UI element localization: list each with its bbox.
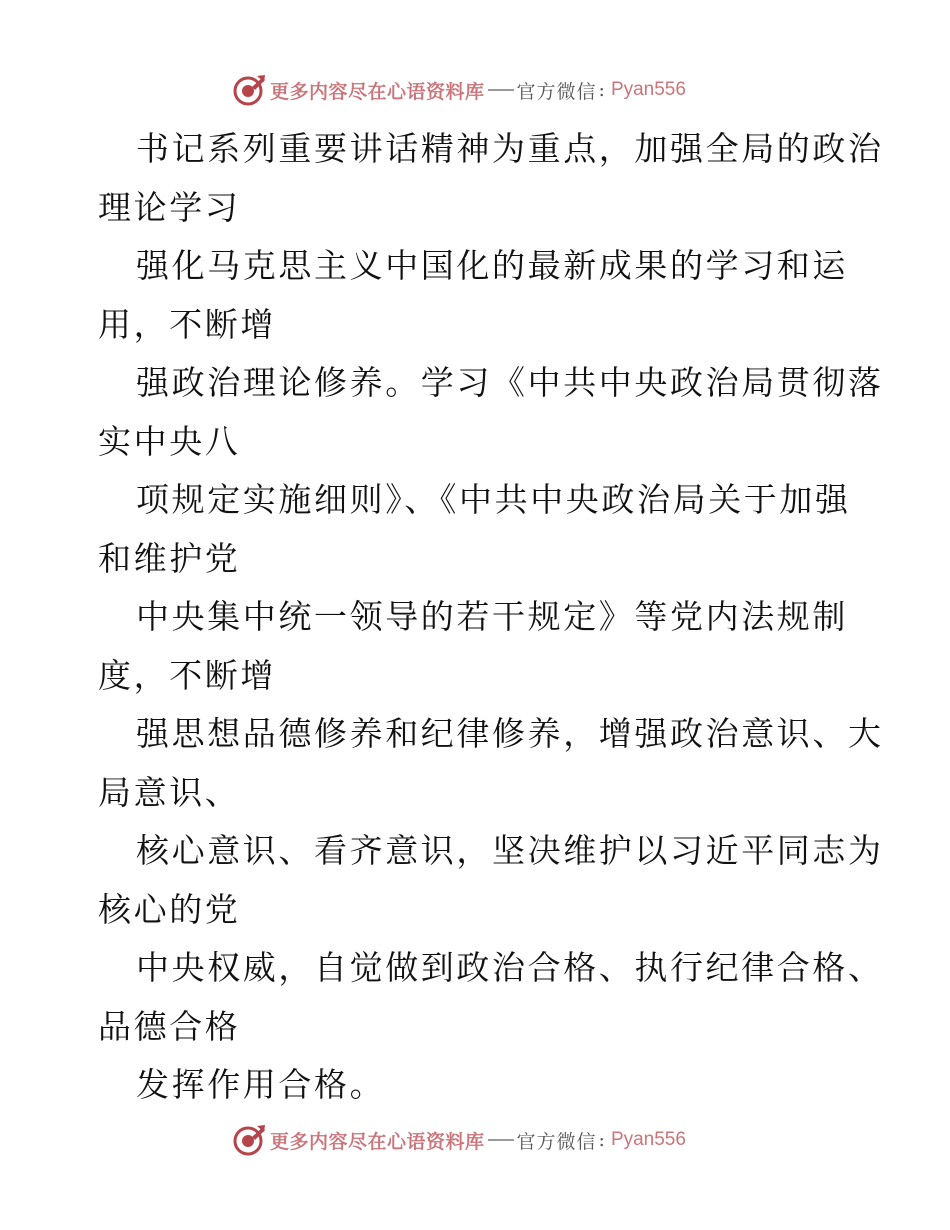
header-watermark	[232, 72, 686, 108]
wechat-label: 官方微信	[516, 1130, 597, 1153]
banner-separator: :	[598, 1129, 605, 1151]
footer-watermark	[232, 1122, 686, 1158]
banner-separator: :	[598, 79, 605, 101]
banner-dash	[488, 89, 514, 91]
text-line: 中央权威，自觉做到政治合格、执行纪律合格、	[136, 948, 884, 987]
brand-logo-icon	[232, 1123, 266, 1157]
text-line: 核心意识、看齐意识，坚决维护以习近平同志为	[136, 831, 884, 870]
text-line: 项规定实施细则》、《中共中央政治局关于加强	[136, 480, 851, 519]
text-line: 核心的党	[98, 889, 241, 929]
brand-logo-icon	[232, 73, 266, 107]
wechat-id: Pyan556	[610, 79, 686, 100]
document-body	[98, 120, 884, 1115]
text-line: 和维护党	[98, 538, 241, 578]
text-line: 强化马克思主义中国化的最新成果的学习和运	[136, 246, 848, 285]
text-line: 强政治理论修养。学习《中共中央政治局贯彻落	[136, 363, 884, 402]
text-line: 用，不断增	[98, 304, 276, 344]
text-line: 中央集中统一领导的若干规定》等党内法规制	[136, 597, 848, 636]
text-line: 书记系列重要讲话精神为重点，加强全局的政治	[136, 129, 884, 168]
wechat-id: Pyan556	[610, 1129, 686, 1150]
wechat-label: 官方微信	[516, 80, 597, 103]
text-line: 理论学习	[98, 187, 241, 227]
text-line: 品德合格	[98, 1006, 241, 1046]
brand-text: 更多内容尽在心语资料库	[270, 1130, 485, 1153]
banner-dash	[488, 1139, 514, 1141]
text-line: 局意识、	[98, 772, 241, 812]
brand-text: 更多内容尽在心语资料库	[270, 80, 485, 103]
text-line: 实中央八	[98, 421, 241, 461]
text-line: 强思想品德修养和纪律修养，增强政治意识、大	[136, 714, 884, 753]
text-line: 度，不断增	[98, 655, 276, 695]
text-line: 发挥作用合格。	[136, 1065, 386, 1104]
